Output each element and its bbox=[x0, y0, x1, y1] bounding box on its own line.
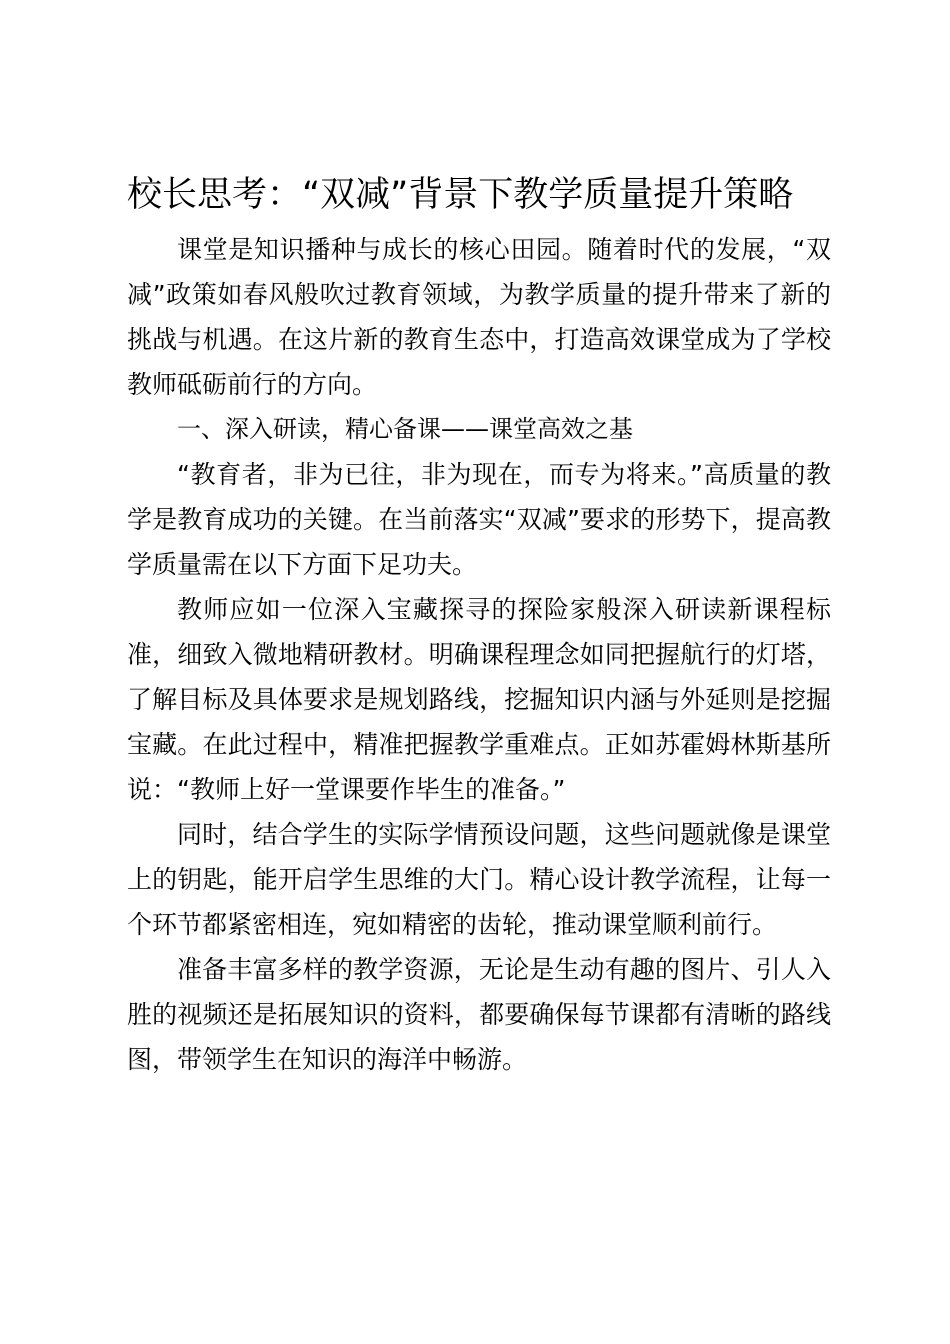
section-heading-1: 一、深入研读，精心备课——课堂高效之基 bbox=[177, 415, 633, 443]
paragraph-curriculum: 教师应如一位深入宝藏探寻的探险家般深入研读新课程标准，细致入微地精研教材。明确课程理念如同把握航行的灯塔，了解目标及具体要求是规划路线，挖掘知识内涵与外延则是挖掘宝藏。在此过程中，精准把握教学重难点。正如苏霍姆林斯基所说：“教师上好一堂课要作毕生的准备。” bbox=[127, 595, 831, 804]
document-body bbox=[127, 172, 831, 1082]
document-title: 校长思考：“双减”背景下教学质量提升策略 bbox=[127, 175, 794, 215]
paragraph-intro: 课堂是知识播种与成长的核心田园。随着时代的发展，“双减”政策如春风般吹过教育领域，为教学质量的提升带来了新的挑战与机遇。在这片新的教育生态中，打造高效课堂成为了学校教师砥砺前行的方向。 bbox=[127, 235, 831, 399]
paragraph-questions: 同时，结合学生的实际学情预设问题，这些问题就像是课堂上的钥匙，能开启学生思维的大门。精心设计教学流程，让每一个环节都紧密相连，宛如精密的齿轮，推动课堂顺利前行。 bbox=[127, 820, 831, 939]
paragraph-resources: 准备丰富多样的教学资源，无论是生动有趣的图片、引人入胜的视频还是拓展知识的资料，都要确保每节课都有清晰的路线图，带领学生在知识的海洋中畅游。 bbox=[127, 955, 831, 1074]
paragraph-quote: “教育者，非为已往，非为现在，而专为将来。”高质量的教学是教育成功的关键。在当前落实“双减”要求的形势下，提高教学质量需在以下方面下足功夫。 bbox=[127, 460, 831, 579]
